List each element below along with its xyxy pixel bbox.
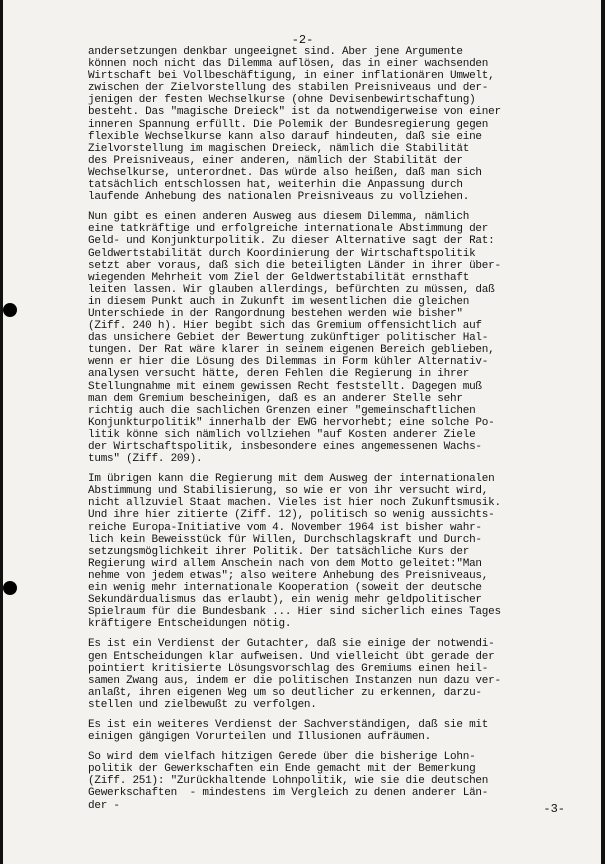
text-line: das unsichere Gebiet der Bewertung zukünftiger politischer Hal-: [88, 332, 489, 345]
text-line: man dem Gremium bescheinigen, daß es an anderer Stelle sehr: [88, 392, 463, 405]
text-line: setzt aber voraus, daß sich die beteiligten Länder in ihrer über-: [88, 259, 501, 272]
text-line: Unterschiede in der Rangordnung bestehen werden wie bisher": [88, 307, 463, 320]
text-line: eine tatkräftige und erfolgreiche internationale Abstimmung der: [88, 223, 489, 236]
text-line: Abstimmung und Stabilisierung, so wie er von ihr versucht wird,: [88, 485, 489, 498]
text-line: tums" (Ziff. 209).: [88, 453, 203, 466]
text-line: politik der Gewerkschaften ein Ende gemacht mit der Bemerkung: [88, 763, 476, 776]
paragraph: [88, 46, 563, 203]
next-page-marker: -3-: [543, 802, 565, 816]
scan-edge-right: [601, 0, 605, 864]
text-line: ein wenig mehr internationale Kooperation (soweit der deutsche: [88, 582, 482, 595]
text-line: Es ist ein Verdienst der Gutachter, daß sie einige der notwendi-: [88, 638, 495, 651]
text-line: stellen und zielbewußt zu verfolgen.: [88, 698, 317, 711]
text-line: laufende Anhebung des nationalen Preisniveaus zu vollziehen.: [88, 191, 470, 204]
text-line: Spielraum für die Bundesbank ... Hier sind sicherlich eines Tages: [88, 606, 501, 619]
text-line: Sekundärdualismus das erlaubt), ein wenig mehr geldpolitischer: [88, 594, 482, 607]
punch-hole: [3, 303, 17, 317]
text-line: Und ihre hier zitierte (Ziff. 12), politisch so wenig aussichts-: [88, 509, 495, 522]
text-line: des Preisniveaus, einer anderen, nämlich der Stabilität der: [88, 154, 463, 167]
text-line: kräftigere Entscheidungen nötig.: [88, 618, 292, 631]
text-line: Zielvorstellung im magischen Dreieck, nämlich die Stabilität: [88, 142, 470, 155]
text-line: leiten lassen. Wir glauben allerdings, befürchten zu müssen, daß: [88, 283, 495, 296]
text-line: flexible Wechselkurse kann also darauf hindeuten, daß sie eine: [88, 130, 482, 143]
text-line: tungen. Der Rat wäre klarer in seinem eigenen Bereich geblieben,: [88, 344, 495, 357]
text-line: Konjunkturpolitik" innerhalb der EWG hervorhebt; eine solche Po-: [88, 416, 495, 429]
text-line: (Ziff. 240 h). Hier begibt sich das Gremium offensichtlich auf: [88, 320, 482, 333]
text-line: litik könne sich nämlich vollziehen "auf Kosten anderer Ziele: [88, 428, 476, 441]
text-line: Stellungnahme mit einem gewissen Recht feststellt. Dagegen muß: [88, 380, 482, 393]
paragraph: [88, 719, 563, 743]
text-line: wiegenden Mehrheit vom Ziel der Geldwertstabilität ernsthaft: [88, 271, 470, 284]
text-line: Nun gibt es einen anderen Ausweg aus diesem Dilemma, nämlich: [88, 211, 470, 224]
text-line: Im übrigen kann die Regierung mit dem Ausweg der internationalen: [88, 473, 495, 486]
scan-edge-left: [0, 0, 3, 864]
text-line: Wirtschaft bei Vollbeschäftigung, in einer inflationären Umwelt,: [88, 70, 495, 83]
paragraph: [88, 211, 563, 465]
text-line: einigen gängigen Vorurteilen und Illusionen aufräumen.: [88, 731, 431, 744]
page-number: -2-: [291, 33, 314, 47]
text-line: analysen versucht hätte, deren Fehlen die Regierung in ihrer: [88, 368, 470, 381]
text-line: lich kein Beweisstück für Willen, Durchschlagskraft und Durch-: [88, 533, 482, 546]
text-line: Regierung wird allem Anschein nach von dem Motto geleitet:"Man: [88, 557, 482, 570]
text-line: Geldwertstabilität durch Koordinierung der Wirtschaftspolitik: [88, 247, 476, 260]
text-line: Gewerkschaften - mindestens im Vergleich zu denen anderer Län-: [88, 787, 489, 800]
text-line: setzungsmöglichkeit ihrer Politik. Der tatsächliche Kurs der: [88, 545, 470, 558]
text-line: Geld- und Konjunkturpolitik. Zu dieser Alternative sagt der Rat:: [88, 235, 495, 248]
paragraph: [88, 638, 563, 711]
text-line: inneren Spannung erfüllt. Die Polemik der Bundesregierung gegen: [88, 118, 489, 131]
text-line: können noch nicht das Dilemma auflösen, das in einer wachsenden: [88, 58, 489, 71]
text-line: jenigen der festen Wechselkurse (ohne Devisenbewirtschaftung): [88, 94, 476, 107]
text-line: pointiert kritisierte Lösungsvorschlag des Gremiums einen heil-: [88, 662, 489, 675]
text-line: besteht. Das "magische Dreieck" ist da notwendigerweise von einer: [88, 106, 501, 119]
text-line: nehme von jedem etwas"; also weitere Anhebung des Preisniveaus,: [88, 569, 489, 582]
paragraph: [88, 751, 563, 811]
text-line: nicht allzuviel Staat machen. Vieles ist hier noch Zukunftsmusik.: [88, 497, 501, 510]
text-line: zwischen der Zielvorstellung des stabilen Preisniveaus und der-: [88, 82, 489, 95]
text-line: Wechselkurse, unterordnet. Das würde also heißen, daß man sich: [88, 166, 482, 179]
text-line: Es ist ein weiteres Verdienst der Sachverständigen, daß sie mit: [88, 718, 489, 731]
text-line: der Wirtschaftspolitik, insbesondere eines angemessenen Wachs-: [88, 441, 482, 453]
text-line: samen Zwang aus, indem er die politischen Instanzen nun dazu ver-: [88, 674, 501, 687]
body-text: [88, 46, 563, 820]
text-line: wenn er hier die Lösung des Dilemmas in Form kühler Alternativ-: [88, 356, 489, 369]
text-line: gen Entscheidungen klar aufweisen. Und vielleicht übt gerade der: [88, 650, 495, 663]
text-line: in diesem Punkt auch in Zukunft im wesentlichen die gleichen: [88, 295, 470, 308]
text-line: andersetzungen denkbar ungeeignet sind. Aber jene Argumente: [88, 46, 463, 58]
text-line: richtig auch die sachlichen Grenzen einer "gemeinschaftlichen: [88, 404, 476, 417]
text-line: (Ziff. 251): "Zurückhaltende Lohnpolitik, wie sie die deutschen: [88, 775, 489, 788]
text-line: tatsächlich entschlossen hat, weiterhin die Anpassung durch: [88, 179, 463, 192]
text-line: anlaßt, ihren eigenen Weg um so deutlicher zu erkennen, darzu-: [88, 686, 482, 699]
punch-hole: [3, 581, 17, 595]
paragraph: [88, 473, 563, 630]
text-line: der -: [88, 799, 120, 812]
text-line: reiche Europa-Initiative vom 4. November 1964 ist bisher wahr-: [88, 521, 482, 534]
text-line: So wird dem vielfach hitzigen Gerede über die bisherige Lohn-: [88, 751, 476, 764]
